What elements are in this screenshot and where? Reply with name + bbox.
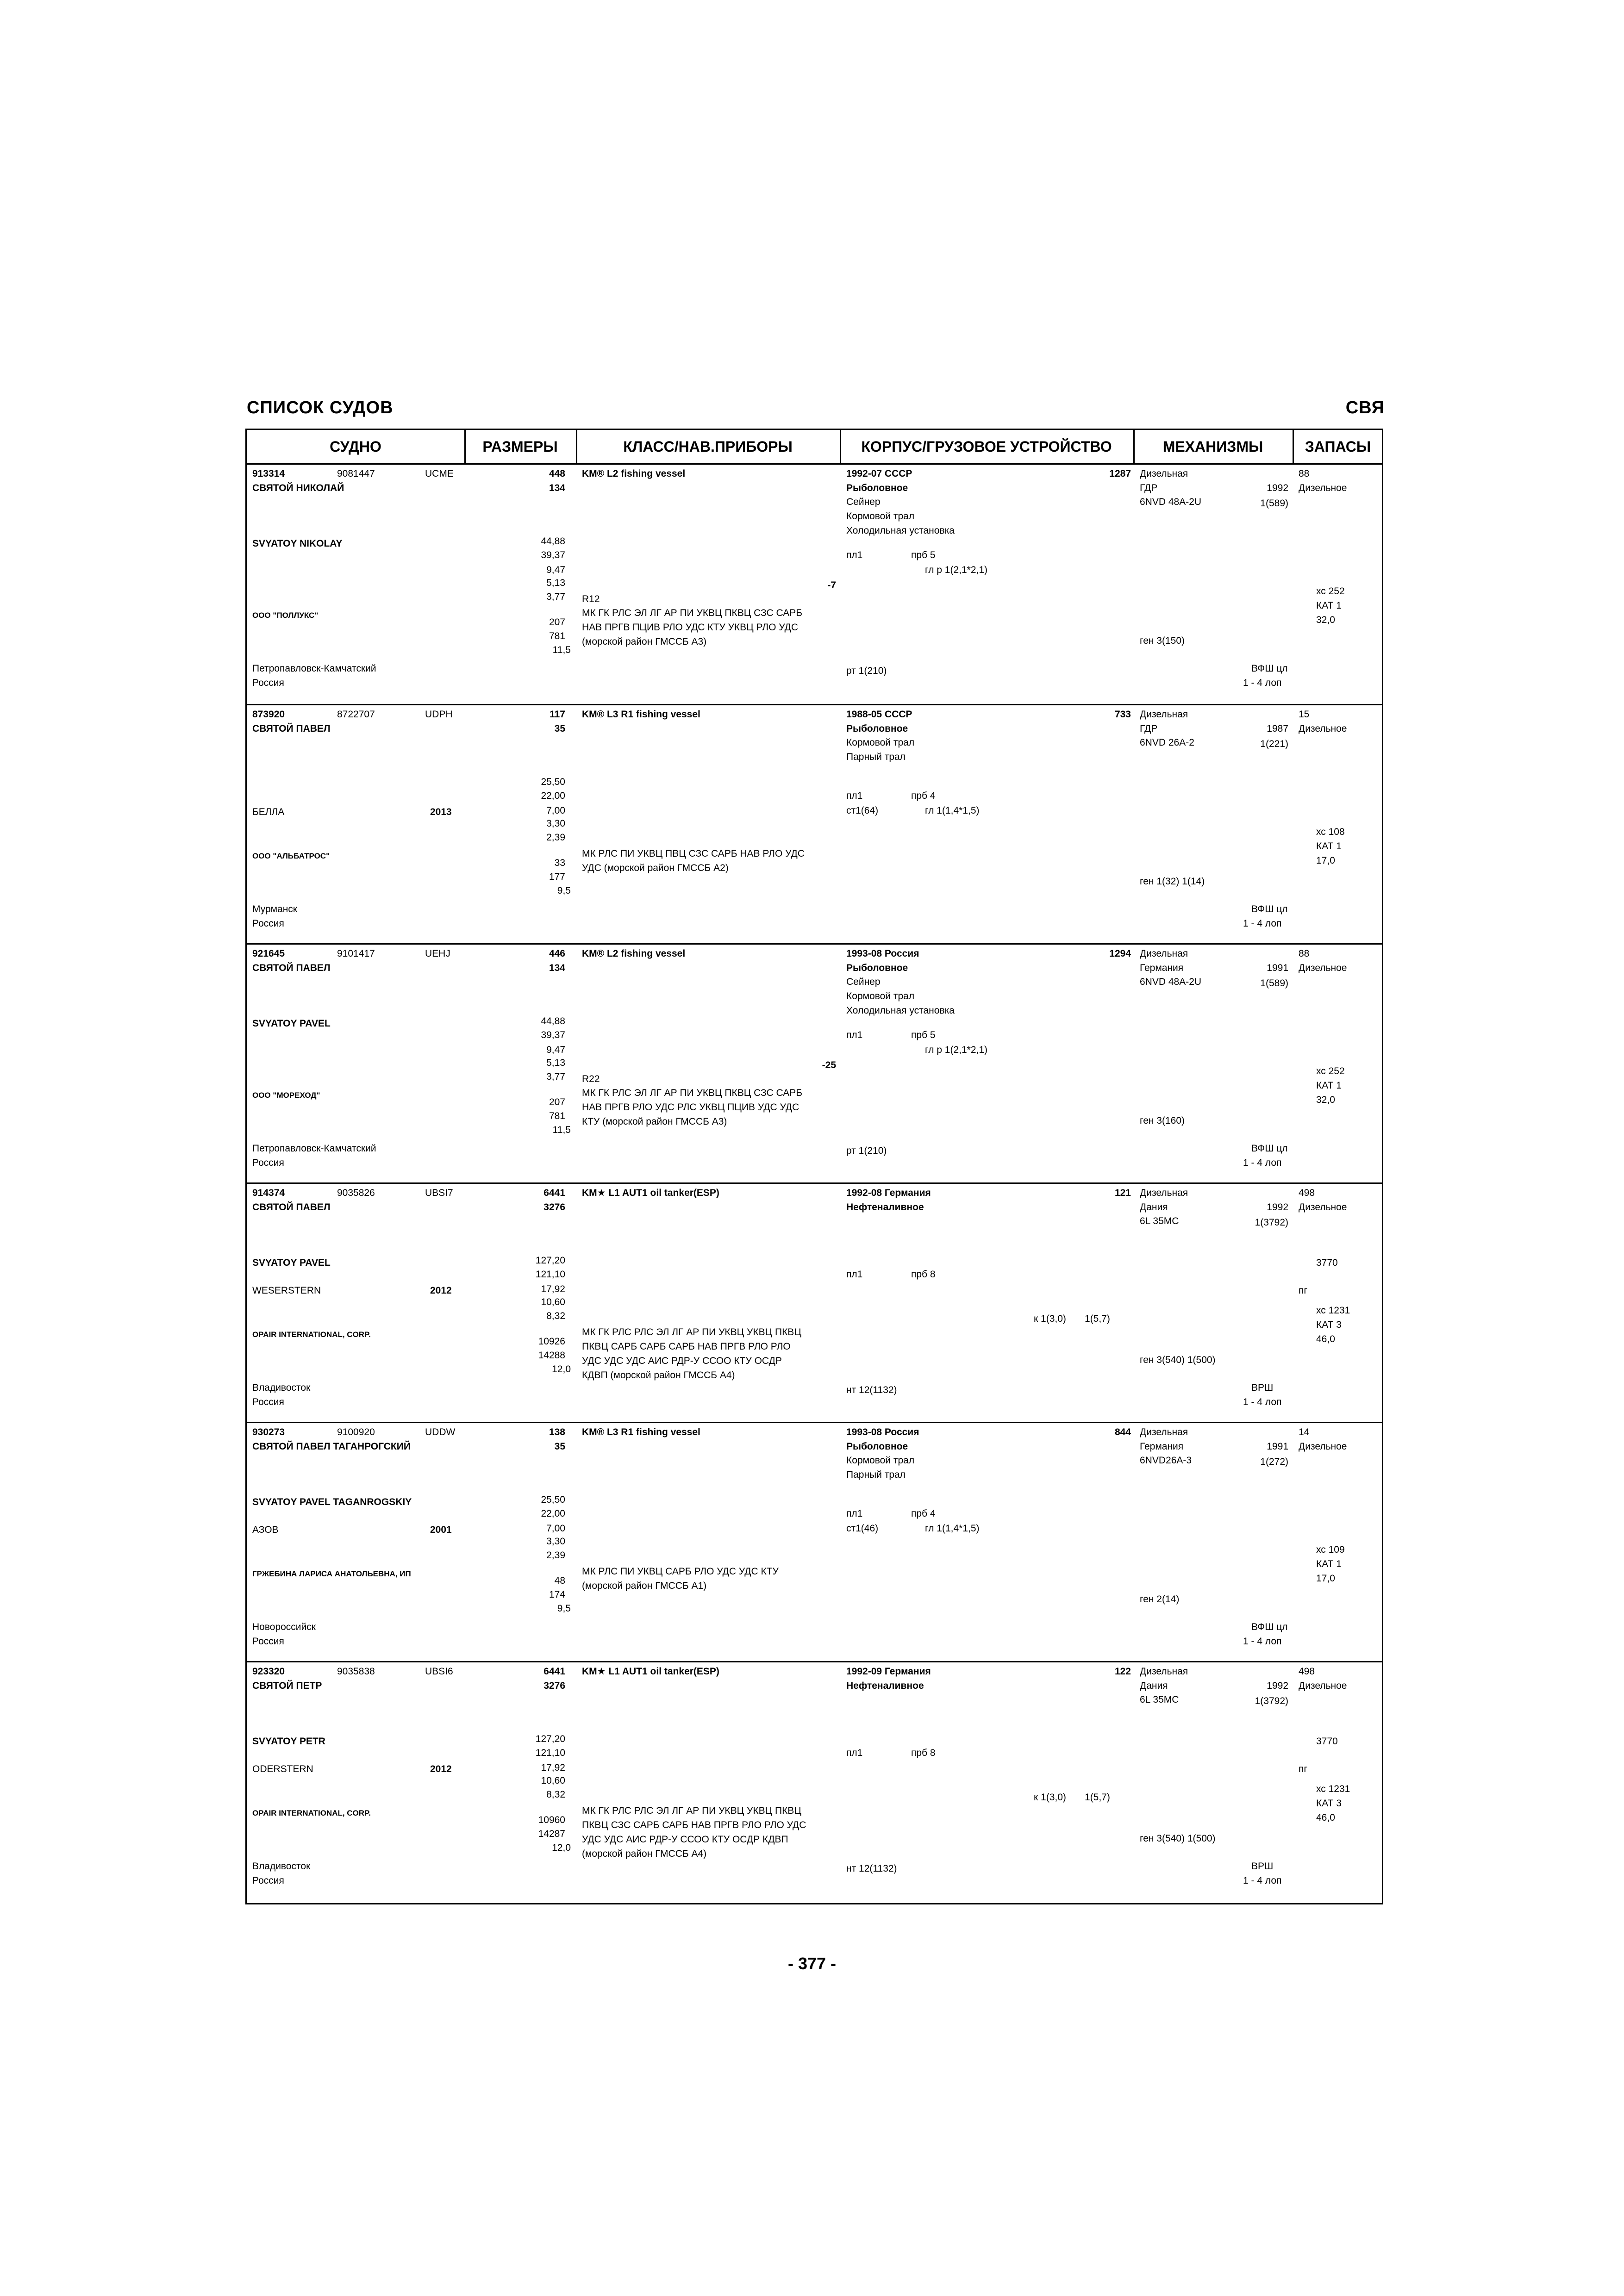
build-date-country: 1993-08 Россия bbox=[846, 948, 919, 959]
engine-model: 6L 35MC bbox=[1140, 1694, 1179, 1705]
former-name: ODERSTERN bbox=[252, 1764, 313, 1774]
length-pp: 39,37 bbox=[541, 1030, 565, 1040]
ship-name: СВЯТОЙ ПАВЕЛ bbox=[252, 963, 331, 973]
registry-number: 873920 bbox=[252, 709, 285, 720]
yard-number: 121 bbox=[1114, 1188, 1131, 1198]
engine-country: ГДР bbox=[1140, 723, 1158, 734]
engine-power: 1(589) bbox=[1260, 498, 1288, 509]
engine-year: 1992 bbox=[1267, 483, 1288, 493]
ship-name-latin: SVYATOY PAVEL bbox=[252, 1018, 331, 1029]
hull-description: Сейнер Кормовой трал Холодильная установка bbox=[846, 977, 955, 1016]
beam: 17,92 bbox=[541, 1762, 565, 1773]
column-divider bbox=[1293, 430, 1294, 463]
draft: 3,77 bbox=[546, 1071, 565, 1082]
deadweight: 207 bbox=[549, 1097, 565, 1108]
displacement: 781 bbox=[549, 631, 565, 641]
ship-type: Нефтеналивное bbox=[846, 1202, 924, 1213]
beam: 7,00 bbox=[546, 1523, 565, 1534]
nav-equipment: МК ГК РЛС ЭЛ ЛГ АР ПИ УКВЦ ПКВЦ СЗС САРБ НАВ ПРГВ ПЦИВ РЛО УДС КТУ УКВЦ РЛО УДС (морской район ГМССБ А3) bbox=[582, 608, 803, 647]
draft: 8,32 bbox=[546, 1789, 565, 1800]
propeller-type: ВФШ цл bbox=[1251, 904, 1288, 915]
column-header-stores: ЗАПАСЫ bbox=[1305, 438, 1371, 455]
ship-owner: ООО "МОРЕХОД" bbox=[252, 1091, 320, 1100]
displacement: 781 bbox=[549, 1111, 565, 1121]
length-overall: 25,50 bbox=[541, 1494, 565, 1505]
class-notation: KM® L3 R1 fishing vessel bbox=[582, 709, 700, 720]
fuel-capacity: 88 bbox=[1299, 468, 1310, 479]
ship-type: Рыболовное bbox=[846, 963, 908, 973]
speed: 9,5 bbox=[557, 885, 571, 896]
column-header-dimensions: РАЗМЕРЫ bbox=[482, 438, 558, 455]
gross-tonnage: 6441 bbox=[543, 1666, 565, 1677]
hatch-info: гл 1(1,4*1,5) bbox=[925, 805, 980, 816]
class-notation: KM® L2 fishing vessel bbox=[582, 948, 686, 959]
registry-number: 913314 bbox=[252, 468, 285, 479]
home-port: Владивосток bbox=[252, 1382, 311, 1393]
ship-name: СВЯТОЙ ПАВЕЛ bbox=[252, 1202, 331, 1213]
propeller-blades: 1 - 4 лоп bbox=[1243, 1157, 1282, 1168]
engine-type: Дизельная bbox=[1140, 1666, 1188, 1677]
registry-number: 914374 bbox=[252, 1188, 285, 1198]
ship-type: Рыболовное bbox=[846, 483, 908, 493]
engine-country: Дания bbox=[1140, 1202, 1168, 1213]
fuel-type: Дизельное bbox=[1299, 483, 1347, 493]
home-port: Новороссийск bbox=[252, 1622, 316, 1632]
deadweight: 10926 bbox=[538, 1336, 565, 1347]
ice-class: -7 bbox=[827, 580, 836, 591]
ship-entry bbox=[247, 943, 1382, 1184]
call-sign: UDPH bbox=[425, 709, 453, 720]
beam: 9,47 bbox=[546, 1045, 565, 1055]
propeller-blades: 1 - 4 лоп bbox=[1243, 1397, 1282, 1407]
column-header-class: КЛАСС/НАВ.ПРИБОРЫ bbox=[623, 438, 793, 455]
depth: 5,13 bbox=[546, 1058, 565, 1068]
ship-name-latin: SVYATOY PETR bbox=[252, 1736, 325, 1747]
call-sign: UEHJ bbox=[425, 948, 450, 959]
net-tonnage: 35 bbox=[554, 1441, 565, 1452]
former-name-year: 2012 bbox=[430, 1764, 452, 1774]
fuel-type: Дизельное bbox=[1299, 1441, 1347, 1452]
net-tonnage: 134 bbox=[549, 483, 565, 493]
ship-type: Нефтеналивное bbox=[846, 1680, 924, 1691]
engine-model: 6NVD 48A-2U bbox=[1140, 497, 1202, 507]
build-date-country: 1993-08 Россия bbox=[846, 1427, 919, 1437]
engine-type: Дизельная bbox=[1140, 1188, 1188, 1198]
ship-register-table bbox=[245, 429, 1383, 1904]
former-name-year: 2013 bbox=[430, 807, 452, 817]
page-number: - 377 - bbox=[787, 1954, 837, 1973]
crane-info-secondary: 1(5,7) bbox=[1085, 1792, 1110, 1803]
call-sign: UBSI6 bbox=[425, 1666, 453, 1677]
net-tonnage: 3276 bbox=[543, 1680, 565, 1691]
nav-equipment: МК ГК РЛС РЛС ЭЛ ЛГ АР ПИ УКВЦ УКВЦ ПКВЦ ПКВЦ СЗС САРБ САРБ НАВ ПРГВ РЛО РЛО УДС УДС УДС АИС РДР-У ССОО КТУ ОСДР КДВП (морской район ГМССБ А4) bbox=[582, 1805, 806, 1859]
propeller-type: ВРШ bbox=[1251, 1382, 1274, 1393]
speed: 9,5 bbox=[557, 1603, 571, 1614]
ice-class: -25 bbox=[822, 1060, 836, 1070]
draft: 3,77 bbox=[546, 591, 565, 602]
column-divider bbox=[840, 430, 841, 463]
fuel-capacity: 88 bbox=[1299, 948, 1310, 959]
imo-number: 9035838 bbox=[337, 1666, 375, 1677]
speed: 12,0 bbox=[552, 1842, 571, 1853]
generators: ген 3(160) bbox=[1140, 1115, 1185, 1126]
fuel-capacity: 498 bbox=[1299, 1666, 1315, 1677]
deck-count: пл1 bbox=[846, 1269, 863, 1280]
speed: 11,5 bbox=[552, 1125, 571, 1135]
ship-name: СВЯТОЙ ПАВЕЛ ТАГАНРОГСКИЙ bbox=[252, 1441, 411, 1452]
flag-country: Россия bbox=[252, 918, 284, 929]
depth: 10,60 bbox=[541, 1775, 565, 1786]
imo-number: 8722707 bbox=[337, 709, 375, 720]
stores-mark: пг bbox=[1299, 1285, 1308, 1296]
home-port: Владивосток bbox=[252, 1861, 311, 1872]
gross-tonnage: 6441 bbox=[543, 1188, 565, 1198]
hatch-info: гл 1(1,4*1,5) bbox=[925, 1523, 980, 1534]
engine-model: 6NVD 48A-2U bbox=[1140, 977, 1202, 987]
displacement: 14288 bbox=[538, 1350, 565, 1361]
ship-entry bbox=[247, 704, 1382, 945]
ship-owner: ГРЖЕБИНА ЛАРИСА АНАТОЛЬЕВНА, ИП bbox=[252, 1569, 411, 1578]
propeller-type: ВРШ bbox=[1251, 1861, 1274, 1872]
tank-capacity: рт 1(210) bbox=[846, 1145, 887, 1156]
call-sign: UDDW bbox=[425, 1427, 456, 1437]
generators: ген 3(540) 1(500) bbox=[1140, 1355, 1216, 1365]
deck-count: пл1 bbox=[846, 1748, 863, 1758]
bulkhead-count: прб 8 bbox=[911, 1269, 936, 1280]
speed: 11,5 bbox=[552, 645, 571, 655]
propeller-blades: 1 - 4 лоп bbox=[1243, 918, 1282, 929]
flag-country: Россия bbox=[252, 1397, 284, 1407]
stores-class: хс 1231 КАТ 3 46,0 bbox=[1316, 1784, 1350, 1823]
tank-capacity: рт 1(210) bbox=[846, 666, 887, 676]
former-name-year: 2012 bbox=[430, 1285, 452, 1296]
draft: 8,32 bbox=[546, 1311, 565, 1321]
bulkhead-count: прб 4 bbox=[911, 1508, 936, 1519]
bulkhead-count: прб 5 bbox=[911, 1030, 936, 1040]
crane-info: к 1(3,0) bbox=[1034, 1792, 1066, 1803]
former-name: WESERSTERN bbox=[252, 1285, 321, 1296]
registry-number: 921645 bbox=[252, 948, 285, 959]
imo-number: 9035826 bbox=[337, 1188, 375, 1198]
column-header-machinery: МЕХАНИЗМЫ bbox=[1162, 438, 1263, 455]
flag-country: Россия bbox=[252, 1875, 284, 1886]
stores-class: хс 108 КАТ 1 17,0 bbox=[1316, 827, 1345, 866]
build-date-country: 1992-08 Германия bbox=[846, 1188, 931, 1198]
depth: 5,13 bbox=[546, 578, 565, 588]
call-sign: UCME bbox=[425, 468, 454, 479]
registry-number: 930273 bbox=[252, 1427, 285, 1437]
yard-number: 122 bbox=[1114, 1666, 1131, 1677]
ship-name-latin: SVYATOY PAVEL TAGANROGSKIY bbox=[252, 1497, 412, 1507]
engine-year: 1992 bbox=[1267, 1202, 1288, 1213]
ship-entry bbox=[247, 1182, 1382, 1423]
hold-info: ст1(46) bbox=[846, 1523, 879, 1534]
class-notation: KM★ L1 AUT1 oil tanker(ESP) bbox=[582, 1188, 719, 1198]
length-overall: 44,88 bbox=[541, 536, 565, 547]
home-port: Мурманск bbox=[252, 904, 298, 915]
hold-info: ст1(64) bbox=[846, 805, 879, 816]
registry-number: 923320 bbox=[252, 1666, 285, 1677]
gross-tonnage: 448 bbox=[549, 468, 565, 479]
generators: ген 1(32) 1(14) bbox=[1140, 876, 1205, 887]
speed: 12,0 bbox=[552, 1364, 571, 1375]
stores-class: хс 1231 КАТ 3 46,0 bbox=[1316, 1305, 1350, 1344]
engine-country: Германия bbox=[1140, 1441, 1184, 1452]
deck-count: пл1 bbox=[846, 550, 863, 560]
column-divider bbox=[1133, 430, 1135, 463]
displacement: 177 bbox=[549, 871, 565, 882]
imo-number: 9081447 bbox=[337, 468, 375, 479]
former-name: АЗОВ bbox=[252, 1524, 279, 1535]
stores-mark: пг bbox=[1299, 1764, 1308, 1774]
build-date-country: 1992-07 СССР bbox=[846, 468, 912, 479]
depth: 10,60 bbox=[541, 1297, 565, 1307]
crane-info-secondary: 1(5,7) bbox=[1085, 1313, 1110, 1324]
gross-tonnage: 446 bbox=[549, 948, 565, 959]
fuel-type: Дизельное bbox=[1299, 1680, 1347, 1691]
ship-name-latin: SVYATOY NIKOLAY bbox=[252, 538, 343, 549]
tank-capacity: нт 12(1132) bbox=[846, 1863, 897, 1874]
beam: 7,00 bbox=[546, 805, 565, 816]
yard-number: 844 bbox=[1114, 1427, 1131, 1437]
engine-power: 1(3792) bbox=[1255, 1696, 1288, 1706]
length-pp: 22,00 bbox=[541, 790, 565, 801]
engine-country: Дания bbox=[1140, 1680, 1168, 1691]
column-divider bbox=[576, 430, 577, 463]
ship-entry bbox=[247, 465, 1382, 704]
engine-year: 1991 bbox=[1267, 963, 1288, 973]
fuel-capacity: 15 bbox=[1299, 709, 1310, 720]
stores-class: хс 252 КАТ 1 32,0 bbox=[1316, 1066, 1345, 1105]
yard-number: 1294 bbox=[1109, 948, 1131, 959]
call-sign: UBSI7 bbox=[425, 1188, 453, 1198]
stores-extra: 3770 bbox=[1316, 1736, 1338, 1747]
fuel-type: Дизельное bbox=[1299, 723, 1347, 734]
generators: ген 3(150) bbox=[1140, 635, 1185, 646]
deadweight: 33 bbox=[554, 858, 565, 868]
crane-info: к 1(3,0) bbox=[1034, 1313, 1066, 1324]
home-port: Петропавловск-Камчатский bbox=[252, 1143, 376, 1154]
fuel-type: Дизельное bbox=[1299, 963, 1347, 973]
class-region: R22 bbox=[582, 1074, 600, 1084]
ship-entry bbox=[247, 1661, 1382, 1902]
stores-extra: 3770 bbox=[1316, 1257, 1338, 1268]
page-title: СПИСОК СУДОВ bbox=[247, 398, 394, 417]
propeller-type: ВФШ цл bbox=[1251, 1143, 1288, 1154]
engine-model: 6NVD26A-3 bbox=[1140, 1455, 1192, 1466]
deadweight: 48 bbox=[554, 1575, 565, 1586]
gross-tonnage: 138 bbox=[549, 1427, 565, 1437]
length-pp: 121,10 bbox=[535, 1269, 565, 1280]
draft: 2,39 bbox=[546, 1550, 565, 1561]
ship-name: СВЯТОЙ НИКОЛАЙ bbox=[252, 483, 344, 493]
length-overall: 25,50 bbox=[541, 777, 565, 787]
beam: 9,47 bbox=[546, 565, 565, 575]
ship-name: СВЯТОЙ ПЕТР bbox=[252, 1680, 322, 1691]
nav-equipment: МК РЛС ПИ УКВЦ ПВЦ СЗС САРБ НАВ РЛО УДС УДС (морской район ГМССБ А2) bbox=[582, 848, 805, 873]
propeller-blades: 1 - 4 лоп bbox=[1243, 678, 1282, 688]
length-overall: 127,20 bbox=[535, 1255, 565, 1266]
ship-type: Рыболовное bbox=[846, 1441, 908, 1452]
engine-model: 6L 35MC bbox=[1140, 1216, 1179, 1226]
engine-year: 1987 bbox=[1267, 723, 1288, 734]
hatch-info: гл р 1(2,1*2,1) bbox=[925, 1045, 988, 1055]
nav-equipment: МК ГК РЛС РЛС ЭЛ ЛГ АР ПИ УКВЦ УКВЦ ПКВЦ ПКВЦ САРБ САРБ САРБ НАВ ПРГВ РЛО РЛО УДС УДС УДС АИС РДР-У ССОО КТУ ОСДР КДВП (морской район ГМССБ А4) bbox=[582, 1327, 801, 1381]
tank-capacity: нт 12(1132) bbox=[846, 1385, 897, 1395]
class-notation: KM® L3 R1 fishing vessel bbox=[582, 1427, 700, 1437]
hull-description: Кормовой трал Парный трал bbox=[846, 737, 915, 762]
hull-description: Кормовой трал Парный трал bbox=[846, 1455, 915, 1480]
nav-equipment: МК ГК РЛС ЭЛ ЛГ АР ПИ УКВЦ ПКВЦ СЗС САРБ НАВ ПРГВ РЛО УДС РЛС УКВЦ ПЦИВ УДС УДС КТУ (морской район ГМССБ А3) bbox=[582, 1088, 803, 1127]
engine-model: 6NVD 26A-2 bbox=[1140, 737, 1194, 748]
beam: 17,92 bbox=[541, 1284, 565, 1294]
gross-tonnage: 117 bbox=[550, 709, 565, 720]
net-tonnage: 3276 bbox=[543, 1202, 565, 1213]
generators: ген 3(540) 1(500) bbox=[1140, 1833, 1216, 1844]
page-section-code: СВЯ bbox=[1345, 398, 1385, 417]
column-header-vessel: СУДНО bbox=[330, 438, 381, 455]
bulkhead-count: прб 4 bbox=[911, 790, 936, 801]
build-date-country: 1988-05 СССР bbox=[846, 709, 912, 720]
ship-type: Рыболовное bbox=[846, 723, 908, 734]
length-pp: 39,37 bbox=[541, 550, 565, 560]
engine-type: Дизельная bbox=[1140, 709, 1188, 720]
yard-number: 1287 bbox=[1109, 468, 1131, 479]
engine-country: Германия bbox=[1140, 963, 1184, 973]
engine-year: 1992 bbox=[1267, 1680, 1288, 1691]
stores-class: хс 252 КАТ 1 32,0 bbox=[1316, 586, 1345, 625]
fuel-capacity: 14 bbox=[1299, 1427, 1310, 1437]
stores-class: хс 109 КАТ 1 17,0 bbox=[1316, 1544, 1345, 1584]
engine-type: Дизельная bbox=[1140, 468, 1188, 479]
engine-power: 1(221) bbox=[1260, 739, 1288, 749]
bulkhead-count: прб 8 bbox=[911, 1748, 936, 1758]
deck-count: пл1 bbox=[846, 1030, 863, 1040]
net-tonnage: 134 bbox=[549, 963, 565, 973]
fuel-capacity: 498 bbox=[1299, 1188, 1315, 1198]
ship-owner: OPAIR INTERNATIONAL, CORP. bbox=[252, 1330, 371, 1339]
engine-power: 1(589) bbox=[1260, 978, 1288, 989]
length-pp: 22,00 bbox=[541, 1508, 565, 1519]
column-divider bbox=[464, 430, 466, 463]
displacement: 14287 bbox=[538, 1829, 565, 1839]
nav-equipment: МК РЛС ПИ УКВЦ САРБ РЛО УДС УДС КТУ (морской район ГМССБ А1) bbox=[582, 1566, 779, 1591]
ship-owner: ООО "АЛЬБАТРОС" bbox=[252, 852, 330, 860]
length-overall: 44,88 bbox=[541, 1016, 565, 1027]
deadweight: 207 bbox=[549, 617, 565, 628]
class-notation: KM★ L1 AUT1 oil tanker(ESP) bbox=[582, 1666, 719, 1677]
former-name-year: 2001 bbox=[430, 1524, 452, 1535]
flag-country: Россия bbox=[252, 1157, 284, 1168]
imo-number: 9100920 bbox=[337, 1427, 375, 1437]
engine-power: 1(3792) bbox=[1255, 1217, 1288, 1228]
flag-country: Россия bbox=[252, 678, 284, 688]
bulkhead-count: прб 5 bbox=[911, 550, 936, 560]
imo-number: 9101417 bbox=[337, 948, 375, 959]
depth: 3,30 bbox=[546, 818, 565, 829]
deck-count: пл1 bbox=[846, 790, 863, 801]
propeller-blades: 1 - 4 лоп bbox=[1243, 1636, 1282, 1647]
deadweight: 10960 bbox=[538, 1815, 565, 1825]
yard-number: 733 bbox=[1114, 709, 1131, 720]
engine-type: Дизельная bbox=[1140, 1427, 1188, 1437]
flag-country: Россия bbox=[252, 1636, 284, 1647]
build-date-country: 1992-09 Германия bbox=[846, 1666, 931, 1677]
length-overall: 127,20 bbox=[535, 1734, 565, 1744]
former-name: БЕЛЛА bbox=[252, 807, 285, 817]
depth: 3,30 bbox=[546, 1536, 565, 1547]
length-pp: 121,10 bbox=[535, 1748, 565, 1758]
draft: 2,39 bbox=[546, 832, 565, 843]
generators: ген 2(14) bbox=[1140, 1594, 1180, 1605]
ship-name: СВЯТОЙ ПАВЕЛ bbox=[252, 723, 331, 734]
engine-year: 1991 bbox=[1267, 1441, 1288, 1452]
class-notation: KM® L2 fishing vessel bbox=[582, 468, 686, 479]
propeller-type: ВФШ цл bbox=[1251, 663, 1288, 674]
class-region: R12 bbox=[582, 594, 600, 604]
hull-description: Сейнер Кормовой трал Холодильная установка bbox=[846, 497, 955, 536]
ship-name-latin: SVYATOY PAVEL bbox=[252, 1257, 331, 1268]
displacement: 174 bbox=[549, 1589, 565, 1600]
fuel-type: Дизельное bbox=[1299, 1202, 1347, 1213]
deck-count: пл1 bbox=[846, 1508, 863, 1519]
net-tonnage: 35 bbox=[554, 723, 565, 734]
ship-entry bbox=[247, 1422, 1382, 1662]
propeller-blades: 1 - 4 лоп bbox=[1243, 1875, 1282, 1886]
column-header-hull: КОРПУС/ГРУЗОВОЕ УСТРОЙСТВО bbox=[861, 438, 1112, 455]
propeller-type: ВФШ цл bbox=[1251, 1622, 1288, 1632]
engine-type: Дизельная bbox=[1140, 948, 1188, 959]
home-port: Петропавловск-Камчатский bbox=[252, 663, 376, 674]
ship-owner: ООО "ПОЛЛУКС" bbox=[252, 611, 319, 620]
engine-country: ГДР bbox=[1140, 483, 1158, 493]
hatch-info: гл р 1(2,1*2,1) bbox=[925, 565, 988, 575]
engine-power: 1(272) bbox=[1260, 1456, 1288, 1467]
ship-owner: OPAIR INTERNATIONAL, CORP. bbox=[252, 1809, 371, 1817]
